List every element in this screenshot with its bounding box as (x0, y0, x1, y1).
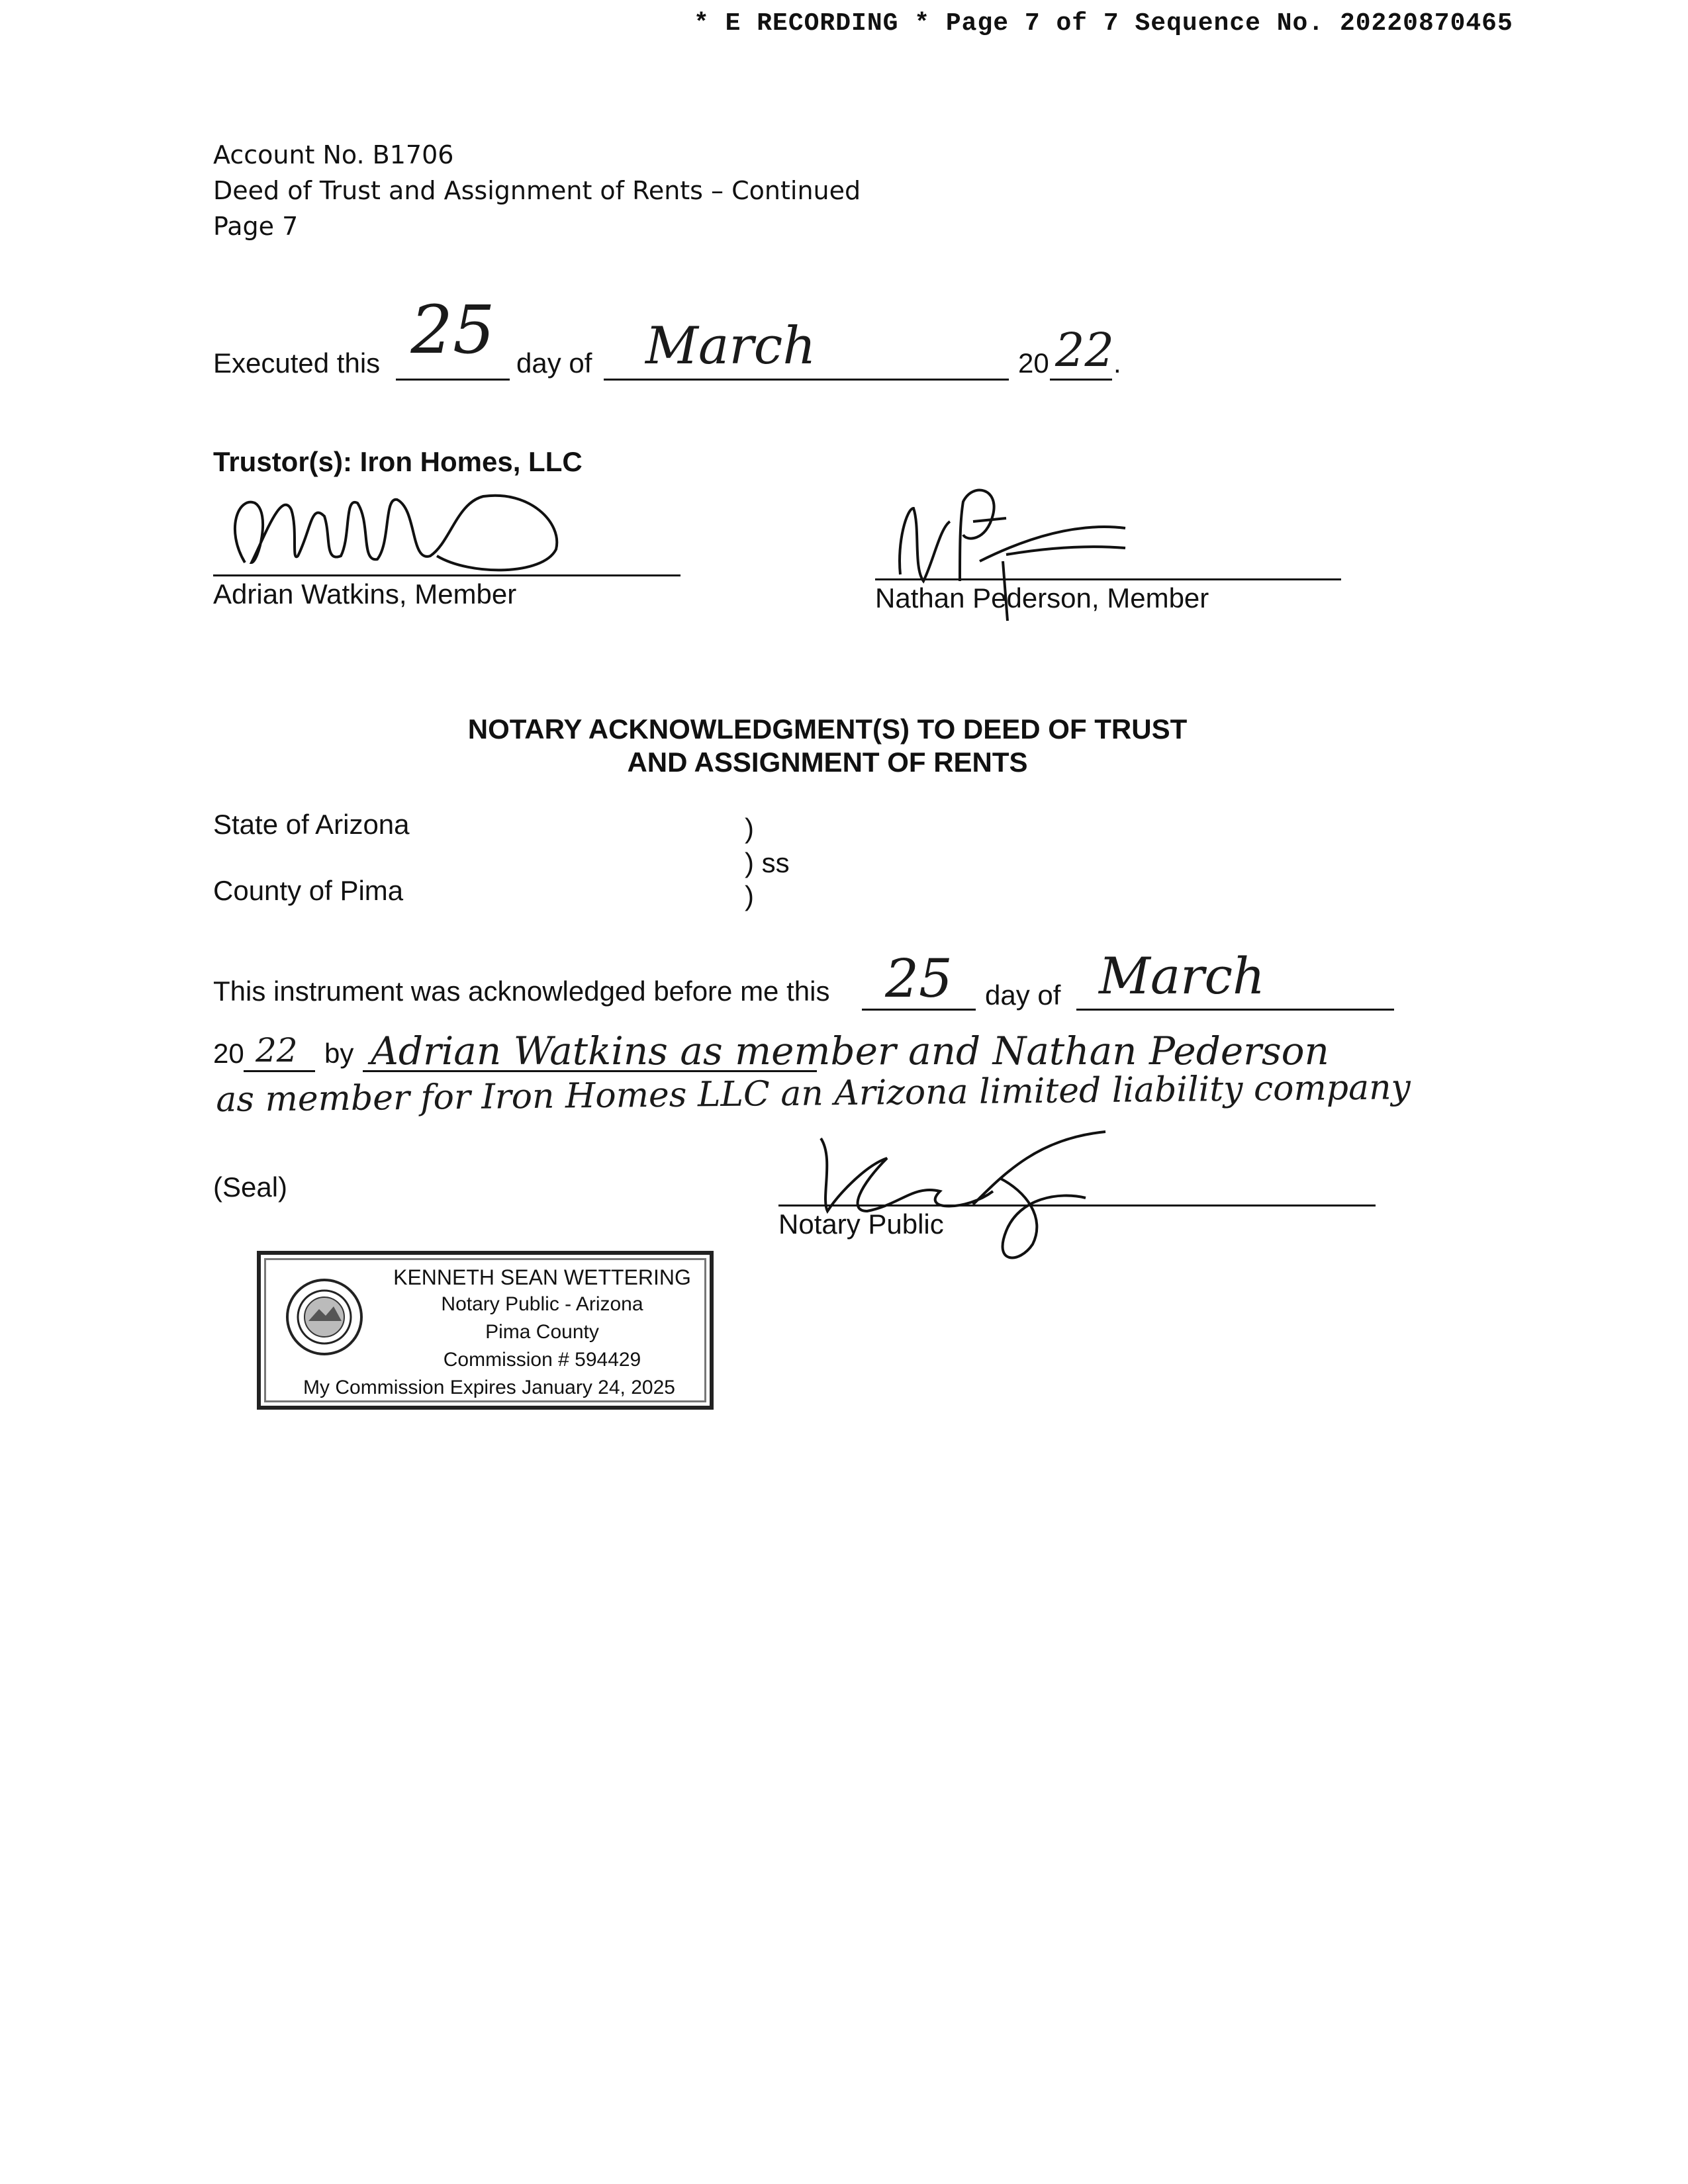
executed-year-prefix: 20 (1018, 347, 1049, 379)
account-number: Account No. B1706 (213, 140, 454, 169)
venue-county: County of Pima (213, 875, 404, 906)
executed-day-handwritten: 25 (410, 291, 495, 369)
stamp-title: Notary Public - Arizona (441, 1293, 643, 1315)
executed-period: . (1113, 347, 1121, 379)
ack-names-handwritten-line-2: as member for Iron Homes LLC an Arizona limited liability company (216, 1068, 1411, 1120)
signature-notary (808, 1118, 1112, 1264)
notary-signature-line (778, 1205, 1376, 1206)
notary-stamp (257, 1251, 714, 1410)
ack-year-handwritten: 22 (256, 1031, 298, 1069)
stamp-commission: Commission # 594429 (443, 1349, 641, 1371)
signer-nathan-pederson: Nathan Pederson, Member (875, 582, 1209, 614)
ack-by: by (324, 1038, 354, 1069)
executed-day-of: day of (516, 347, 592, 379)
venue-ss: ) ss (745, 847, 790, 878)
signer-adrian-watkins: Adrian Watkins, Member (213, 578, 517, 610)
ack-day-of: day of (985, 979, 1061, 1011)
ack-month-handwritten: March (1099, 946, 1265, 1005)
stamp-expires: My Commission Expires January 24, 2025 (303, 1377, 675, 1398)
ack-day-handwritten: 25 (885, 948, 953, 1009)
arizona-state-seal-icon (285, 1277, 364, 1357)
ack-year-prefix: 20 (213, 1038, 244, 1069)
page-number: Page 7 (213, 212, 299, 241)
notary-public-label: Notary Public (778, 1208, 944, 1240)
executed-prefix: Executed this (213, 347, 381, 379)
ack-prefix: This instrument was acknowledged before me this (213, 976, 830, 1007)
stamp-name: KENNETH SEAN WETTERING (393, 1265, 691, 1289)
notary-heading-line-2: AND ASSIGNMENT OF RENTS (627, 747, 1028, 778)
document-title: Deed of Trust and Assignment of Rents – Continued (213, 176, 861, 205)
signature-adrian-watkins (218, 477, 589, 576)
signature-line-nathan (875, 578, 1341, 580)
recording-header: * E RECORDING * Page 7 of 7 Sequence No. 20220870465 (694, 9, 1513, 38)
stamp-county: Pima County (485, 1321, 599, 1343)
venue-paren-1: ) (745, 813, 754, 844)
executed-month-handwritten: March (645, 316, 816, 376)
venue-paren-3: ) (745, 880, 754, 911)
trustors-label: Trustor(s): Iron Homes, LLC (213, 446, 583, 477)
executed-year-handwritten: 22 (1055, 323, 1115, 377)
ack-names-handwritten-line-1: Adrian Watkins as member and Nathan Pederson (371, 1028, 1329, 1073)
signature-line-adrian (213, 574, 680, 576)
venue-state: State of Arizona (213, 809, 410, 840)
seal-label: (Seal) (213, 1171, 288, 1203)
notary-heading-line-1: NOTARY ACKNOWLEDGMENT(S) TO DEED OF TRUST (467, 713, 1188, 745)
